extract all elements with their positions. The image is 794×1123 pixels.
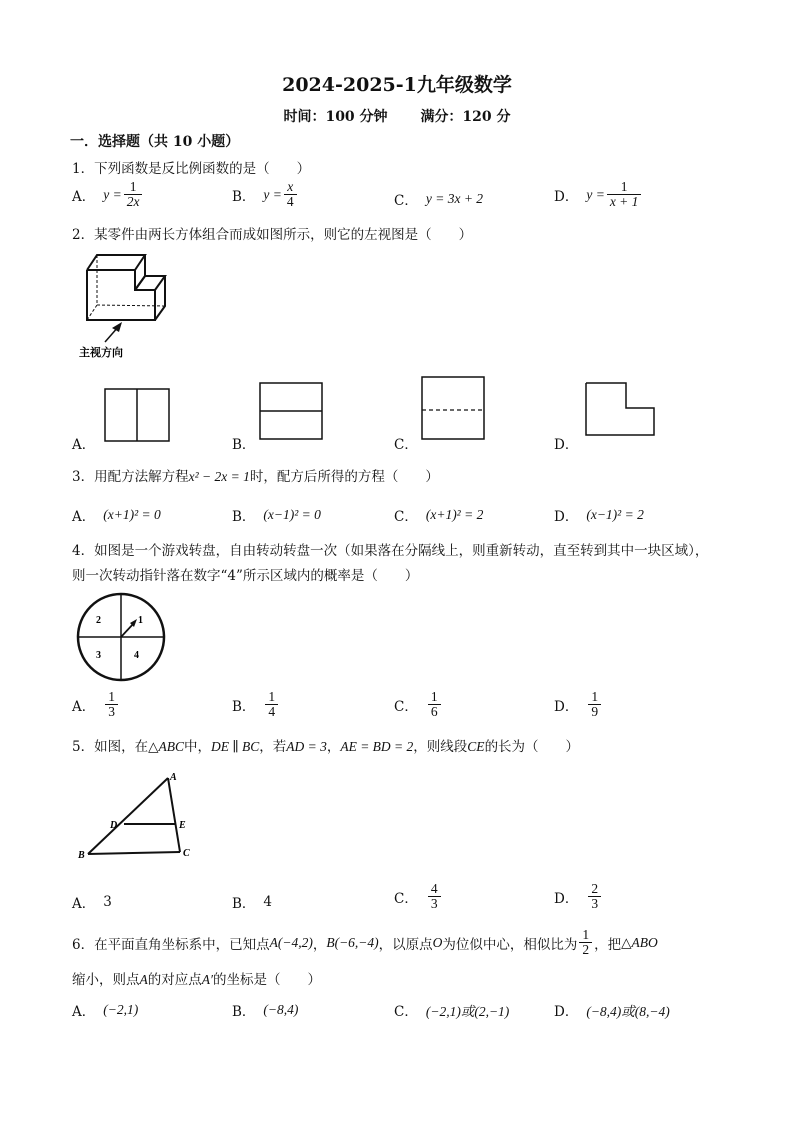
q5-option-b: B． 4 bbox=[232, 894, 273, 912]
q5-triangle-figure bbox=[76, 772, 196, 862]
q6-option-d: D． (−8,4)或(8,−4) bbox=[554, 1004, 670, 1020]
q4-stem-line2: 则一次转动指针落在数字“4”所示区域内的概率是（ ） bbox=[72, 568, 419, 584]
point-label-a: A bbox=[170, 772, 177, 783]
q3-option-d: D． (x−1)² = 2 bbox=[554, 507, 644, 525]
wheel-number-4: 4 bbox=[134, 650, 139, 661]
q4-option-d: D． $\frac{1}{9}$ bbox=[554, 690, 603, 719]
q2-option-a-label: A． bbox=[72, 437, 96, 453]
q5-stem: 5．如图，在△ABC中，DE ∥ BC，若AD = 3，AE = BD = 2，则线段CE的长为（ ） bbox=[72, 739, 580, 755]
exam-info bbox=[0, 106, 794, 126]
q1-option-d: D． y = $\frac{1}{x + 1}$ bbox=[554, 180, 643, 209]
spinner-pointer bbox=[121, 623, 134, 637]
wheel-number-1: 1 bbox=[138, 615, 143, 626]
q2-stem: 2．某零件由两长方体组合而成如图所示，则它的左视图是（ ） bbox=[72, 227, 473, 243]
q2-solid-figure bbox=[75, 250, 175, 360]
q1-stem: 1．下列函数是反比例函数的是（ ） bbox=[72, 161, 311, 177]
q4-spinner-wheel bbox=[76, 592, 166, 682]
q1-a-fraction: $\frac{1}{2x}$ bbox=[124, 180, 143, 209]
q3-option-b: B． (x−1)² = 0 bbox=[232, 507, 321, 525]
q6-stem-line1: 6．在平面直角坐标系中，已知点 A(−4,2) ， B(−6,−4) ，以原点 O 为位似中心，相似比为 $\frac{1}{2}$ ，把 △ABO bbox=[72, 927, 658, 958]
q1-b-fraction: $\frac{x}{4}$ bbox=[284, 180, 297, 209]
q6-option-a: A． (−2,1) bbox=[72, 1002, 139, 1020]
wheel-number-2: 2 bbox=[96, 615, 101, 626]
page-title: 2024-2025-1九年级数学 bbox=[282, 74, 512, 96]
q4-option-b: B． $\frac{1}{4}$ bbox=[232, 690, 280, 719]
point-label-c: C bbox=[183, 848, 190, 859]
q2-option-b-label: B． bbox=[232, 437, 256, 453]
q4-stem-line1: 4．如图是一个游戏转盘，自由转动转盘一次（如果落在分隔线上，则重新转动，直至转到其中一块区域）， bbox=[72, 543, 709, 559]
q2-option-a-figure bbox=[104, 388, 170, 442]
q6-stem-line2: 缩小，则点A的对应点A′的坐标是（ ） bbox=[72, 972, 321, 988]
q2-option-d-label: D． bbox=[554, 437, 579, 453]
exam-time: 时间：100 分钟 bbox=[283, 109, 388, 125]
q6-ratio-fraction: $\frac{1}{2}$ bbox=[579, 928, 592, 957]
q2-option-c-label: C． bbox=[394, 437, 418, 453]
q3-stem: 3．用配方法解方程x² − 2x = 1时，配方后所得的方程（ ） bbox=[72, 469, 439, 485]
section-heading: 一．选择题（共 10 小题） bbox=[70, 134, 240, 150]
q4-option-c: C． $\frac{1}{6}$ bbox=[394, 690, 443, 719]
q1-d-fraction: $\frac{1}{x + 1}$ bbox=[607, 180, 642, 209]
q5-option-d: D． $\frac{2}{3}$ bbox=[554, 882, 603, 911]
point-label-e: E bbox=[179, 820, 186, 831]
q2-option-b-figure bbox=[259, 382, 323, 440]
q2-option-c-figure bbox=[421, 376, 485, 440]
q1-option-b: B． y = $\frac{x}{4}$ bbox=[232, 180, 299, 209]
point-label-d: D bbox=[110, 820, 118, 831]
q5-option-a: A． 3 bbox=[72, 894, 112, 912]
q2-option-d-figure bbox=[585, 382, 655, 436]
view-direction-label: 主视方向 bbox=[79, 347, 123, 359]
q5-option-c: C． $\frac{4}{3}$ bbox=[394, 882, 443, 911]
wheel-number-3: 3 bbox=[96, 650, 101, 661]
q6-option-b: B． (−8,4) bbox=[232, 1002, 299, 1020]
q4-option-a: A． $\frac{1}{3}$ bbox=[72, 690, 120, 719]
point-label-b: B bbox=[78, 850, 85, 861]
q1-option-a: A． y = $\frac{1}{2x}$ bbox=[72, 180, 144, 209]
exam-score: 满分：120 分 bbox=[420, 109, 511, 125]
q1-option-c: C． y = 3x + 2 bbox=[394, 191, 484, 209]
q3-option-a: A． (x+1)² = 0 bbox=[72, 507, 161, 525]
q3-option-c: C． (x+1)² = 2 bbox=[394, 507, 484, 525]
q6-option-c: C． (−2,1)或(2,−1) bbox=[394, 1004, 510, 1020]
